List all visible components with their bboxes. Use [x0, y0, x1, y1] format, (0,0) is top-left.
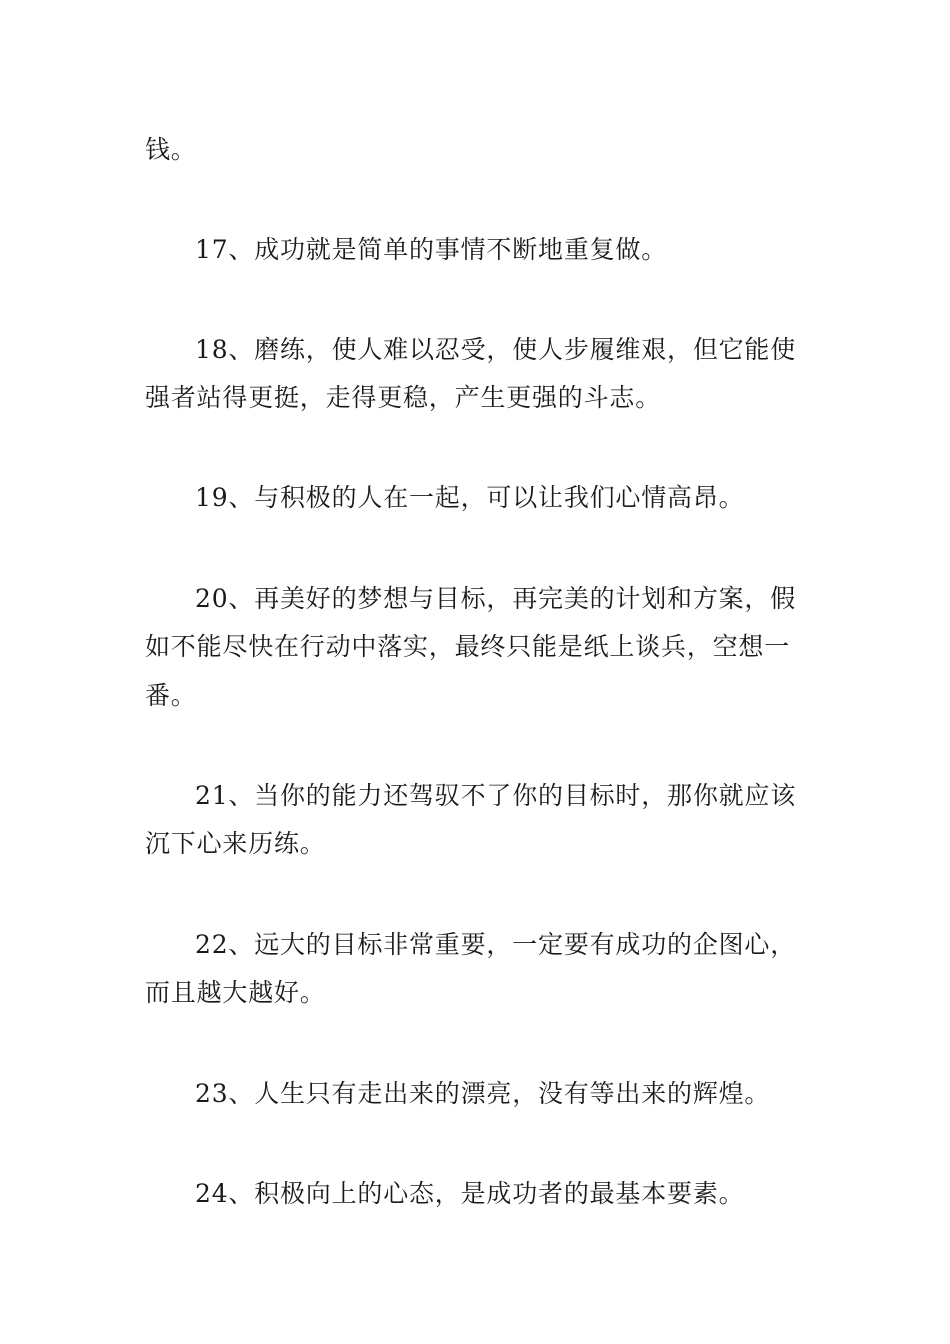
paragraph-22-line-2: 而且越大越好。 [145, 978, 326, 1007]
paragraph-19-line-1: 19、与积极的人在一起，可以让我们心情高昂。 [195, 483, 745, 512]
paragraph-18-line-1: 18、磨练，使人难以忍受，使人步履维艰，但它能使 [195, 335, 797, 364]
paragraph-21-line-2: 沉下心来历练。 [145, 829, 326, 858]
paragraph-18-line-2: 强者站得更挺，走得更稳，产生更强的斗志。 [145, 383, 662, 412]
paragraph-24-line-1: 24、积极向上的心态，是成功者的最基本要素。 [195, 1179, 745, 1208]
paragraph-17-line-1: 17、成功就是简单的事情不断地重复做。 [195, 235, 668, 264]
paragraph-23-line-1: 23、人生只有走出来的漂亮，没有等出来的辉煌。 [195, 1079, 771, 1108]
paragraph-20-line-1: 20、再美好的梦想与目标，再完美的计划和方案，假 [195, 584, 797, 613]
paragraph-16-line-1: 钱。 [145, 135, 197, 164]
paragraph-20-line-3: 番。 [145, 681, 197, 710]
paragraph-22-line-1: 22、远大的目标非常重要，一定要有成功的企图心， [195, 930, 797, 959]
paragraph-21-line-1: 21、当你的能力还驾驭不了你的目标时，那你就应该 [195, 781, 797, 810]
paragraph-20-line-2: 如不能尽快在行动中落实，最终只能是纸上谈兵，空想一 [145, 632, 791, 661]
